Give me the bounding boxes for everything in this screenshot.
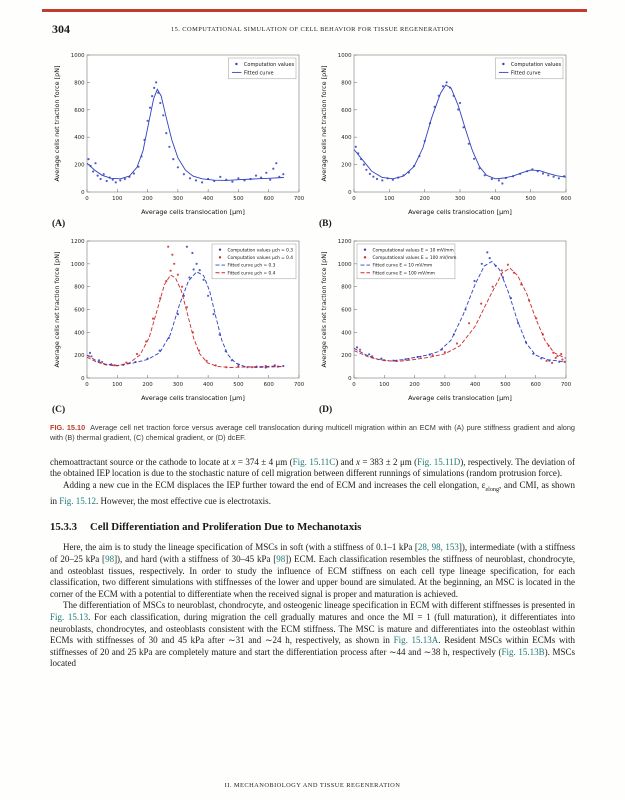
text-run: ). MSCs located	[50, 646, 575, 669]
text-run: , and CMI, as shown in	[50, 479, 575, 507]
svg-text:600: 600	[560, 196, 572, 202]
reference-link[interactable]: Fig. 15.13B	[501, 646, 545, 657]
chart-panel-c	[50, 234, 306, 406]
text-run: . Resident MSCs within ECMs with stiffnesses of 20 and 25 kPa are completely mature and start the differentiation process after ∼44 and ∼38 h, respectively (	[50, 635, 575, 657]
svg-text:1200: 1200	[70, 239, 85, 245]
svg-text:Computation values: Computation values	[243, 62, 295, 68]
page-number: 304	[52, 22, 70, 36]
svg-text:600: 600	[74, 307, 85, 314]
reference-link[interactable]: Fig. 15.13A	[393, 635, 439, 646]
italic-text: x	[231, 456, 236, 467]
svg-text:Average cells translocation [μ: Average cells translocation [μm]	[141, 394, 245, 402]
svg-text:400: 400	[74, 330, 85, 337]
text-run: Adding a new cue in the ECM displaces the IEP further toward the end of ECM and increases the cell elongation, ε	[63, 479, 486, 490]
text-run: = 383 ± 2 μm (	[360, 456, 418, 467]
section-title: Cell Differentiation and Proliferation Due to Mechanotaxis	[90, 520, 362, 533]
svg-text:400: 400	[341, 330, 352, 337]
body-text	[50, 457, 575, 670]
svg-text:0: 0	[352, 196, 356, 202]
svg-text:Average cells translocation [μ: Average cells translocation [μm]	[408, 208, 512, 216]
reference-link[interactable]: Fig. 15.11C	[292, 456, 336, 467]
svg-text:1000: 1000	[70, 53, 85, 59]
figure-15-10	[50, 48, 575, 444]
svg-text:Fitted curve μch = 0.4: Fitted curve μch = 0.4	[227, 271, 276, 277]
text-run: ]) ECM. Each classification resembles the stiffness of neuroblast, chondrocyte, and osteoblast tissues, respectively. In order to study the influence of ECM stiffness on each cell type lineage specification, for each classification, two different simulations with stiffnesses of the lower and upper bound are simulated. At the beginning, an MSC is located in the corner of the ECM with a potential to differentiate when the received signal is proper and maturation is achieved.	[50, 554, 575, 599]
paragraph-1	[50, 457, 575, 480]
svg-text:300: 300	[454, 196, 466, 202]
svg-text:1000: 1000	[70, 261, 85, 268]
svg-text:200: 200	[409, 382, 420, 388]
svg-text:600: 600	[74, 107, 85, 114]
paragraph-4	[50, 600, 575, 670]
text-run: . However, the most effective cue is electrotaxis.	[96, 496, 271, 507]
panel-label-d: (D)	[319, 405, 333, 415]
svg-text:800: 800	[74, 80, 85, 87]
svg-text:200: 200	[74, 162, 85, 169]
svg-text:Computation values μch = 0.3: Computation values μch = 0.3	[227, 248, 293, 254]
svg-text:Computation values: Computation values	[510, 62, 562, 68]
figure-caption-text: Average cell net traction force versus average cell translocation during multicell migration within an ECM with (A) pure stiffness gradient and along with (B) thermal gradient, (C) chemical gradient, or (D) dcEF.	[50, 423, 575, 443]
chart-cell-a	[50, 48, 306, 232]
section-number: 15.3.3	[50, 520, 77, 533]
svg-text:400: 400	[469, 382, 481, 388]
svg-text:800: 800	[74, 284, 85, 291]
svg-text:0: 0	[81, 376, 85, 382]
svg-text:0: 0	[348, 190, 352, 196]
svg-text:500: 500	[525, 196, 536, 202]
figure-caption	[50, 423, 575, 444]
reference-link[interactable]: Fig. 15.12	[59, 496, 97, 507]
svg-text:600: 600	[530, 382, 541, 388]
svg-text:0: 0	[85, 382, 89, 388]
svg-text:200: 200	[142, 382, 153, 388]
svg-text:100: 100	[379, 382, 390, 388]
svg-text:0: 0	[348, 376, 352, 382]
svg-text:500: 500	[233, 382, 244, 388]
svg-text:200: 200	[74, 353, 85, 360]
svg-text:Fitted curve μch = 0.3: Fitted curve μch = 0.3	[227, 263, 276, 269]
text-run: The differentiation of MSCs to neuroblast, chondrocyte, and osteogenic lineage specification in ECM with different stiffnesses is presented in	[63, 600, 575, 611]
svg-text:100: 100	[112, 382, 123, 388]
reference-link[interactable]: 98	[105, 554, 115, 565]
chart-cell-d	[317, 234, 573, 418]
svg-text:100: 100	[112, 196, 123, 202]
svg-text:200: 200	[142, 196, 153, 202]
svg-text:Fitted curve: Fitted curve	[243, 70, 274, 77]
svg-text:Computation values μch = 0.4: Computation values μch = 0.4	[227, 256, 293, 261]
text-run: = 374 ± 4 μm (	[235, 456, 293, 467]
svg-text:300: 300	[439, 382, 451, 388]
text-run: chemoattractant source or the cathode to locate at	[50, 456, 232, 467]
chart-cell-b	[317, 48, 573, 232]
text-run: Here, the aim is to study the lineage specification of MSCs in soft (with a stiffness of 0.1–1 kPa [	[63, 542, 418, 553]
section-heading	[50, 522, 575, 534]
chart-cell-c	[50, 234, 306, 418]
svg-text:600: 600	[341, 107, 352, 114]
svg-text:Average cells translocation [μ: Average cells translocation [μm]	[408, 394, 512, 402]
footer-text: II. MECHANOBIOLOGY AND TISSUE REGENERATION	[224, 782, 401, 789]
paragraph-2	[50, 480, 575, 508]
svg-text:500: 500	[500, 382, 511, 388]
svg-text:400: 400	[490, 196, 501, 202]
svg-text:200: 200	[341, 353, 352, 360]
svg-text:0: 0	[81, 190, 85, 196]
svg-text:700: 700	[293, 196, 305, 202]
page-footer	[0, 782, 625, 789]
svg-text:800: 800	[341, 80, 352, 87]
svg-text:1000: 1000	[337, 261, 352, 268]
svg-text:300: 300	[172, 382, 184, 388]
reference-link[interactable]: Fig. 15.13	[50, 612, 89, 623]
italic-text: x	[356, 456, 360, 467]
svg-text:Computational values E = 100 m: Computational values E = 100 mV/mm	[372, 256, 457, 261]
chart-panel-b	[317, 48, 573, 220]
svg-text:0: 0	[85, 196, 89, 202]
svg-text:600: 600	[263, 382, 274, 388]
svg-text:100: 100	[384, 196, 395, 202]
svg-text:700: 700	[560, 382, 572, 388]
svg-text:Fitted curve E = 100 mV/mm: Fitted curve E = 100 mV/mm	[372, 271, 435, 277]
svg-text:0: 0	[352, 382, 356, 388]
svg-text:500: 500	[233, 196, 244, 202]
svg-text:200: 200	[341, 162, 352, 169]
svg-text:400: 400	[341, 135, 352, 142]
reference-link[interactable]: 98	[276, 554, 286, 565]
svg-text:200: 200	[419, 196, 430, 202]
svg-text:400: 400	[202, 196, 214, 202]
svg-text:Average cells net traction for: Average cells net traction force [pN]	[320, 65, 328, 182]
text-run: ]), and hard (with a stiffness of 30–45 kPa [	[114, 554, 277, 565]
text-run: ]), intermediate (with a stiffness of 20–25 kPa [	[50, 542, 575, 565]
svg-text:Average cells translocation [μ: Average cells translocation [μm]	[141, 208, 245, 216]
reference-link[interactable]: 28, 98, 153	[417, 542, 459, 553]
running-head: 15. COMPUTATIONAL SIMULATION OF CELL BEHAVIOR FOR TISSUE REGENERATION	[170, 26, 455, 33]
svg-text:1000: 1000	[337, 53, 352, 59]
panel-label-a: (A)	[52, 219, 66, 229]
paragraph-3	[50, 542, 575, 600]
svg-text:600: 600	[341, 307, 352, 314]
panel-label-b: (B)	[319, 219, 332, 229]
reference-link[interactable]: Fig. 15.11D	[417, 456, 461, 467]
svg-text:1200: 1200	[337, 239, 352, 245]
svg-text:400: 400	[202, 382, 214, 388]
chart-panel-d	[317, 234, 573, 406]
page-header	[50, 0, 575, 44]
svg-text:300: 300	[172, 196, 184, 202]
text-run: ), respectively. The deviation of the obtained IEP location is due to the stochastic nature of cell migration between different runnings of simulations (random protrusion force).	[50, 456, 575, 479]
svg-text:Average cells net traction for: Average cells net traction force [pN]	[320, 251, 328, 368]
svg-text:Computational values E = 10 mV: Computational values E = 10 mV/mm	[372, 248, 454, 254]
chart-panel-a	[50, 48, 306, 220]
text-run: . For each classification, during migration the cell gradually matures and once the MI = 1 (full maturation), it differentiates into neuroblasts, chondrocytes, and osteoblasts consistent with the ECM stiffness. The MSC is mature and differentiates into the osteoblast within ECMs with stiffnesses of 30 and 45 kPa after ∼31 and ∼24 h, respectively, as shown in	[50, 612, 575, 646]
figure-caption-label: FIG. 15.10	[50, 423, 86, 432]
panel-label-c: (C)	[52, 405, 66, 415]
svg-text:Fitted curve: Fitted curve	[510, 70, 541, 77]
svg-text:600: 600	[263, 196, 274, 202]
svg-text:800: 800	[341, 284, 352, 291]
text-run: ) and	[335, 456, 356, 467]
svg-text:Fitted curve E = 10 mV/mm: Fitted curve E = 10 mV/mm	[372, 263, 433, 269]
subscript-text: elong	[485, 486, 500, 493]
svg-text:Average cells net traction for: Average cells net traction force [pN]	[53, 65, 61, 182]
svg-text:700: 700	[293, 382, 305, 388]
svg-text:Average cells net traction for: Average cells net traction force [pN]	[53, 251, 61, 368]
svg-text:400: 400	[74, 135, 85, 142]
chart-grid	[50, 48, 575, 418]
